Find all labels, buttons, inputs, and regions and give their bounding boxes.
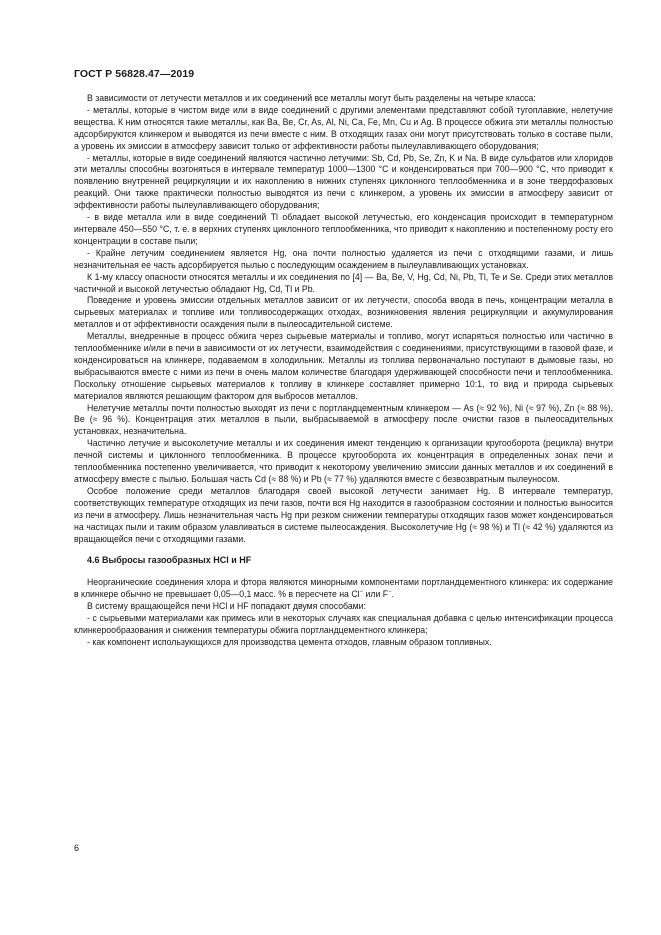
superscript: − bbox=[388, 589, 392, 596]
text-run: Неорганические соединения хлора и фтора являются минорными компонентами портландцементного клинкера: их содержание в клинкере обычно не превышает 0,05—0,1 масс. % в пересчете на Cl bbox=[74, 577, 613, 600]
superscript: − bbox=[359, 589, 364, 596]
paragraph: - в виде металла или в виде соединений Tl обладает высокой летучестью, его конденсация происходит в температурном интервале 450—550 °C, т. е. в верхних ступенях циклонного теплообменника, что приводит к накоплению и постепенному росту его концентрации в составе пыли; bbox=[74, 212, 613, 246]
paragraph: Нелетучие металлы почти полностью выходят из печи с портландцементным клинкером — As (≈ 92 %), Ni (≈ 97 %), Zn (≈ 88 %), Be (≈ 96 %). Концентрация этих металлов в пыли, выбрасываемой в атмосферу после очистки газов в пылеосадительных установках, незначительна. bbox=[74, 402, 613, 437]
paragraph: В зависимости от летучести металлов и их соединений все металлы могут быть разделены на четыре класса: bbox=[87, 93, 536, 103]
paragraph: - металлы, которые в чистом виде или в виде соединений с другими элементами представляют собой тугоплавкие, нелетучие вещества. К ним относятся такие металлы, как Ba, Be, Cr, As, Al, Ni, Ca, Fe, Mn, Cu и Ag. В процессе обжига эти металлы полностью адсорбируются клинкером и выводятся из печи вместе с ним. В отходящих газах они могут присутствовать только в составе пыли, а уровень их эмиссии в атмосферу зависит только от эффективности работы пылеулавливающего оборудования; bbox=[74, 104, 613, 151]
paragraph: - как компонент использующихся для производства цемента отходов, главным образом топливных. bbox=[87, 636, 492, 647]
paragraph: Частично летучие и высоколетучие металлы и их соединения имеют тенденцию к организации кругооборота (рецикла) внутри печной системы и циклонного теплообменника. В процессе кругооборота их концентрация в определенных зонах печи и теплообменника постепенно увеличивается, что приводит к некоторому увеличению эмиссии данных металлов и их соединений в атмосферу вместе с пылью. Большая часть Cd (≈ 88 %) и Pb (≈ 77 %) удаляются вместе с безвозвратным пылеуносом. bbox=[74, 438, 613, 484]
document-header: ГОСТ Р 56828.47—2019 bbox=[74, 68, 195, 80]
text-run: или F bbox=[363, 589, 389, 600]
paragraph: - металлы, которые в виде соединений являются частично летучими: Sb, Cd, Pb, Se, Zn, K и Na. В виде сульфатов или хлоридов эти металлы способны возгоняться в интервале температур 1000—1300 °C и конденсироваться при 700—900 °C, что приводит к появлению внутренней рециркуляции и их накоплению в нижних ступенях циклонного теплообменника и в зоне твердофазовых реакций. Они также практически полностью выводятся из печи с клинкером, а уровень их эмиссии в атмосферу зависит от эффективности работы пылеулавливающего оборудования; bbox=[74, 152, 613, 211]
text-run: . bbox=[391, 589, 395, 600]
paragraph: - с сырьевыми материалами как примесь или в некоторых случаях как специальная добавка с целью интенсификации процесса клинкерообразования и снижения температуры обжига портландцементного клинкера; bbox=[74, 613, 613, 635]
section-heading: 4.6 Выбросы газообразных HCl и HF bbox=[87, 555, 252, 566]
paragraph: Металлы, внедренные в процесс обжига через сырьевые материалы и топливо, могут испаряться полностью или частично в теплообменнике и/или в печи в зависимости от их летучести, взаимодействия с соединениями, присутствующими в газовой фазе, и конденсироваться на клинкере, подаваемом в холодильник. Металлы из топлива первоначально поступают в дымовые газы, но выбрасываются вместе с ними из печи в очень малом количестве благодаря удерживающей способности печи и теплообменника. Поскольку отношение сырьевых материалов к топливу в клинкере составляет примерно 10:1, то вид и природа сырьевых материалов являются решающим фактором для выбросов металлов. bbox=[74, 331, 613, 401]
paragraph: К 1-му классу опасности относятся металлы и их соединения по [4] — Ba, Be, V, Hg, Cd, Ni, Pb, Tl, Te и Se. Среди этих металлов частичной и высокой летучестью обладают Hg, Cd, Tl и Pb. bbox=[74, 271, 613, 294]
page-body bbox=[74, 93, 613, 649]
paragraph bbox=[74, 577, 613, 601]
paragraph: Особое положение среди металлов благодаря своей высокой летучести занимает Hg. В интервале температур, соответствующих температуре отходящих из печи газов, почти вся Hg находится в газообразном состоянии и полностью выносится из печи в атмосферу. Лишь незначительная часть Hg при резком снижении температуры отходящих газов может конденсироваться на частицах пыли и таким образом улавливаться в системе пылеосаждения. Высоколетучие Hg (≈ 98 %) и Tl (≈ 42 %) удаляются из вращающейся печи с отходящими газами. bbox=[74, 485, 613, 544]
paragraph: Поведение и уровень эмиссии отдельных металлов зависит от их летучести, способа ввода в печь, концентрации металла в сырьевых материалах и топливе или топливосодержащих отходах, возникновения явления рециркуляции и аккумулирования металлов и от эффективности осаждения пыли в пылеосадительной системе. bbox=[74, 295, 613, 330]
paragraph: В систему вращающейся печи HCl и HF попадают двумя способами: bbox=[87, 601, 366, 612]
page-number: 6 bbox=[74, 843, 80, 853]
paragraph: - Крайне летучим соединением является Hg, она почти полностью удаляется из печи с отходящими газами, и лишь незначительная ее часть адсорбируется пылью с последующим осаждением в пылеулавливающих установках. bbox=[74, 247, 613, 270]
